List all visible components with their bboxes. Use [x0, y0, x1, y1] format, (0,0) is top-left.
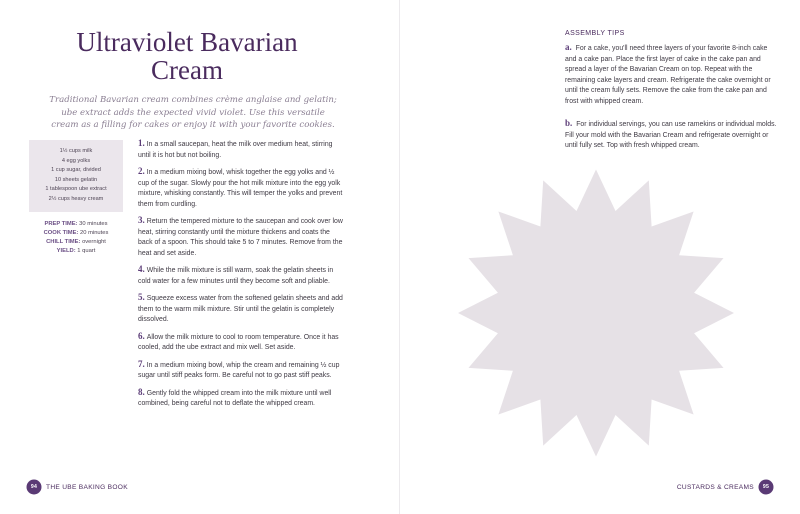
starburst-shape [458, 170, 734, 457]
page-number-badge: 95 [760, 481, 772, 493]
recipe-intro: Traditional Bavarian cream combines crème anglaise and gelatin; ube extract adds the expected vivid violet. Use this versatile cream as a filling for cakes or enjoy it with your favorite cookies. [49, 95, 337, 130]
time-label: YIELD: [56, 247, 76, 254]
tip-individual [565, 118, 777, 152]
ingredient-item: 1 tablespoon ube extract [45, 186, 107, 193]
step-text: In a small saucepan, heat the milk over medium heat, stirring until it is hot but not boiling. [138, 141, 333, 159]
ingredients-box [29, 140, 123, 212]
time-label: COOK TIME: [43, 229, 79, 236]
starburst-seal [458, 168, 734, 458]
method-step [138, 331, 344, 354]
method-steps [138, 138, 344, 415]
method-step [138, 292, 344, 326]
tip-text: For a cake, you'll need three layers of your favorite 8-inch cake and a cake pan. Place the first layer of cake in the cake pan and spread a layer of the Bavarian Cream on top. Repeat with the remaining cake layers and cream. Refrigerate the cake overnight or until the cream fully sets. Remove the cake from the cake pan and frost with whipped cream. [565, 45, 771, 105]
step-text: While the milk mixture is still warm, soak the gelatin sheets in cold water for a few minutes until they become soft and pliable. [138, 267, 334, 285]
method-step [138, 138, 344, 161]
ingredient-item: 10 sheets gelatin [54, 176, 98, 183]
right-page [400, 0, 800, 514]
tip-letter: a. [565, 42, 572, 52]
step-number: 3. [138, 215, 145, 225]
time-value: 1 quart [77, 247, 96, 254]
time-value: overnight [82, 238, 106, 245]
ingredient-item: 1½ cups milk [59, 148, 93, 154]
page-number-badge: 94 [28, 481, 40, 493]
chapter-title: CUSTARDS & CREAMS [676, 483, 754, 491]
book-title: THE UBE BAKING BOOK [46, 483, 128, 491]
time-value: 30 minutes [79, 221, 108, 227]
step-text: Allow the milk mixture to cool to room temperature. Once it has cooled, add the ube extract and mix well. Set aside. [138, 333, 339, 351]
footer-right [677, 481, 772, 493]
time-row [29, 247, 123, 256]
tip-letter: b. [565, 118, 573, 128]
step-text: In a medium mixing bowl, whip the cream and remaining ½ cup sugar until stiff peaks form. Be careful not to go past stiff peaks. [138, 361, 340, 379]
step-number: 4. [138, 264, 145, 274]
step-text: Gently fold the whipped cream into the milk mixture until well combined, being careful not to deflate the whipped cream. [138, 389, 332, 407]
ingredient-item: 2½ cups heavy cream [48, 195, 104, 202]
ingredient-item: 4 egg yolks [61, 157, 91, 164]
step-number: 6. [138, 330, 145, 341]
step-number: 5. [138, 292, 145, 302]
recipe-title: Ultraviolet Bavarian Cream [76, 27, 298, 85]
step-number: 8. [138, 386, 145, 397]
ingredients-list [29, 147, 123, 205]
step-number: 1. [138, 138, 145, 148]
method-step [138, 387, 344, 410]
time-row [29, 238, 123, 247]
time-label: PREP TIME: [44, 221, 78, 227]
footer-left [28, 481, 128, 493]
time-value: 20 minutes [80, 229, 109, 236]
time-row [29, 229, 123, 238]
step-text: In a medium mixing bowl, whisk together the egg yolks and ½ cup of the sugar. Slowly pour the hot milk mixture into the egg yolk mixture, whisking constantly. This will temper the yolks and prevent them from curdling. [138, 169, 343, 208]
ingredient-item: 1 cup sugar, divided [51, 167, 101, 174]
step-number: 7. [138, 358, 145, 369]
step-text: Return the tempered mixture to the saucepan and cook over low heat, stirring constantly until the mixture thickens and coats the back of a spoon. This should take 5 to 7 minutes. Remove from the heat and set aside. [138, 218, 343, 257]
method-step [138, 215, 344, 259]
recipe-times [29, 220, 123, 256]
tip-cake [565, 42, 777, 107]
time-label: CHILL TIME: [46, 238, 81, 245]
step-text: Squeeze excess water from the softened gelatin sheets and add them to the warm milk mixture. Stir until the gelatin is completely dissolved. [138, 295, 343, 323]
step-number: 2. [138, 166, 145, 176]
method-step [138, 166, 344, 210]
method-step [138, 264, 344, 287]
time-row [29, 220, 123, 229]
method-step [138, 359, 344, 382]
tip-text: For individual servings, you can use ramekins or individual molds. Fill your mold with the Bavarian Cream and refrigerate overnight or until fully set. Top with fresh whipped cream. [565, 121, 777, 149]
assembly-tips-heading: ASSEMBLY TIPS [565, 30, 625, 37]
